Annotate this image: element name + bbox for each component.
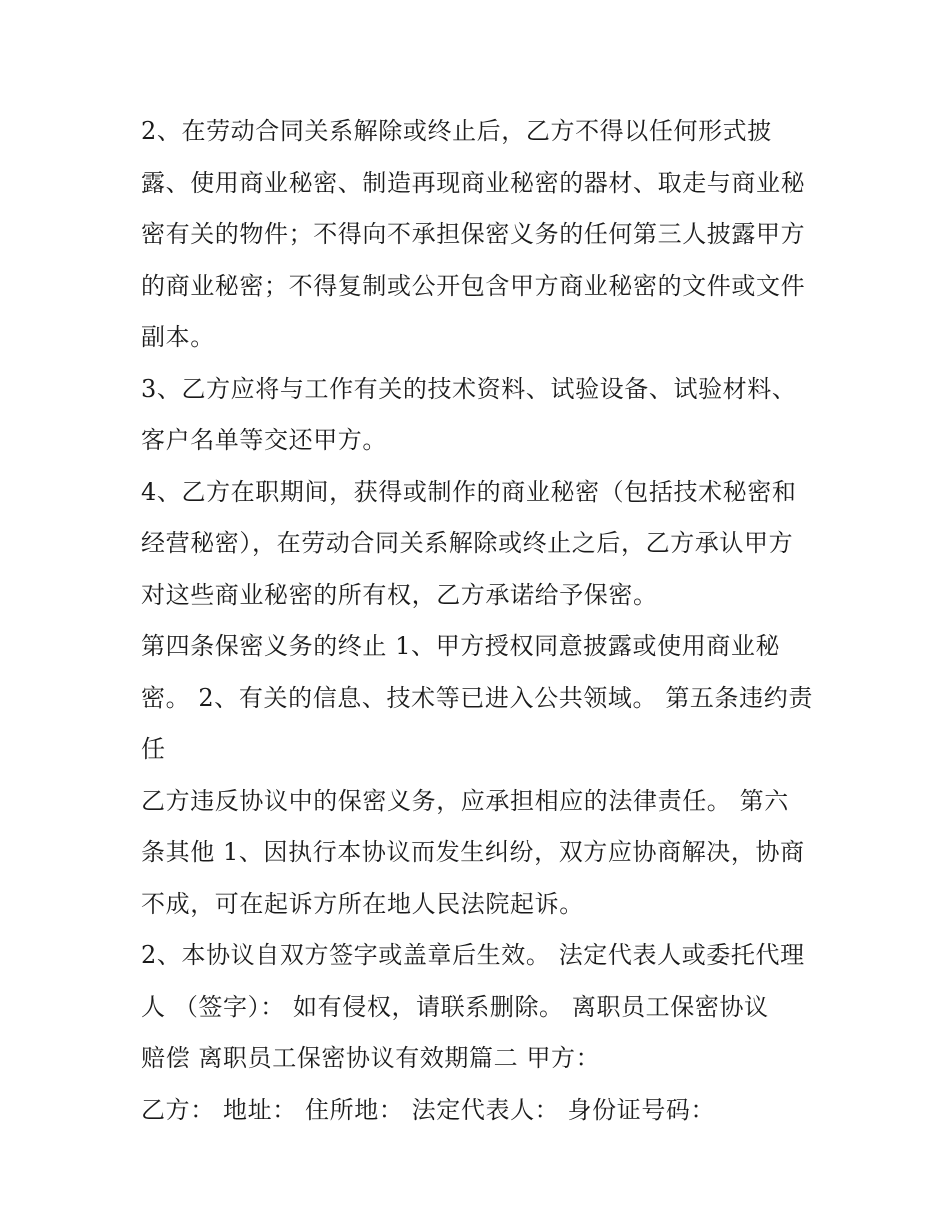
text-line: 露、使用商业秘密、制造再现商业秘密的器材、取走与商业秘 <box>141 168 806 197</box>
document-body <box>141 106 821 1136</box>
text-line: 赔偿 离职员工保密协议有效期篇二 甲方： <box>141 1044 601 1072</box>
text-line: 密。 2、有关的信息、技术等已进入公共领域。 第五条违约责 <box>141 683 813 712</box>
text-line: 条其他 1、因执行本协议而发生纠纷，双方应协商解决，协商 <box>141 838 805 866</box>
text-line: 乙方： 地址： 住所地： 法定代表人： 身份证号码： <box>141 1095 716 1124</box>
text-line: 不成，可在起诉方所在地人民法院起诉。 <box>141 889 584 918</box>
text-line: 经营秘密），在劳动合同关系解除或终止之后，乙方承认甲方 <box>141 529 794 557</box>
text-line: 对这些商业秘密的所有权，乙方承诺给予保密。 <box>141 580 658 609</box>
text-line: 第四条保密义务的终止 1、甲方授权同意披露或使用商业秘 <box>141 632 781 660</box>
text-line: 密有关的物件；不得向不承担保密义务的任何第三人披露甲方 <box>141 220 806 248</box>
text-line: 2、在劳动合同关系解除或终止后，乙方不得以任何形式披 <box>141 117 772 145</box>
text-line: 的商业秘密；不得复制或公开包含甲方商业秘密的文件或文件 <box>141 271 806 300</box>
text-line: 副本。 <box>141 323 215 351</box>
text-line: 人 （签字）： 如有侵权，请联系删除。 离职员工保密协议 <box>141 992 769 1021</box>
text-line: 3、乙方应将与工作有关的技术资料、试验设备、试验材料、 <box>141 374 797 403</box>
text-line: 2、本协议自双方签字或盖章后生效。 法定代表人或委托代理 <box>141 941 805 969</box>
text-line: 乙方违反协议中的保密义务，应承担相应的法律责任。 第六 <box>141 786 789 815</box>
text-line: 任 <box>141 735 166 763</box>
text-line: 4、乙方在职期间，获得或制作的商业秘密（包括技术秘密和 <box>141 477 797 506</box>
text-line: 客户名单等交还甲方。 <box>141 426 387 454</box>
